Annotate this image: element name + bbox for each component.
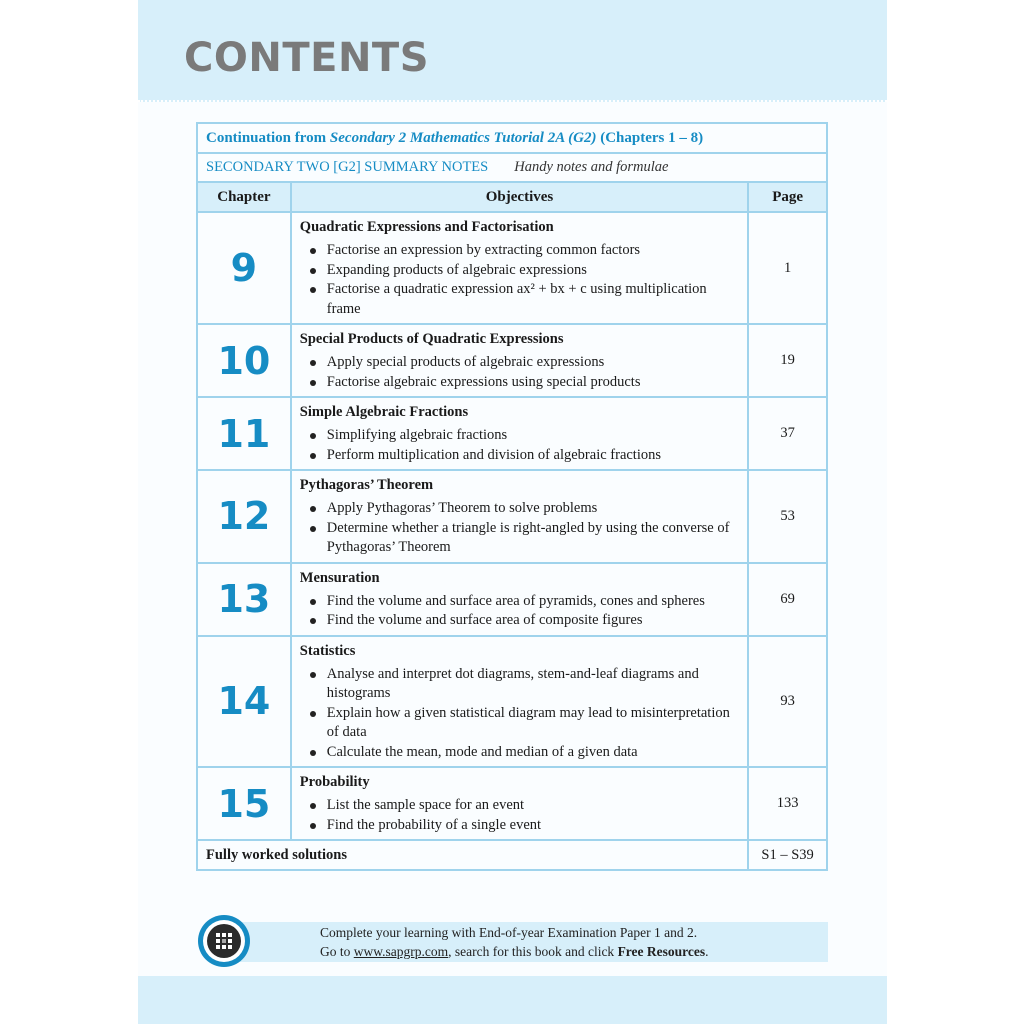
chapter-number: 13 (197, 563, 291, 636)
chapter-title: Pythagoras’ Theorem (299, 477, 434, 493)
solutions-row (197, 840, 827, 870)
contents-page (138, 0, 887, 1024)
objective-item: Perform multiplication and division of algebraic fractions (306, 446, 739, 466)
chapter-title: Simple Algebraic Fractions (299, 404, 469, 420)
objective-list (300, 796, 739, 835)
chapter-objectives (291, 563, 748, 636)
chapter-page: 37 (748, 397, 827, 470)
chapter-number: 14 (197, 636, 291, 768)
free-resources-label: Free Resources (617, 944, 706, 959)
chapter-number: 11 (197, 397, 291, 470)
objective-item: List the sample space for an event (306, 796, 739, 816)
chapter-row (197, 397, 827, 470)
objective-item: Find the probability of a single event (306, 816, 739, 836)
objective-list (300, 665, 739, 763)
objective-item: Calculate the mean, mode and median of a given data (306, 743, 739, 763)
objective-item: Explain how a given statistical diagram may lead to misinterpretation of data (306, 704, 739, 743)
objective-item: Simplifying algebraic fractions (306, 426, 739, 446)
chapter-objectives (291, 470, 748, 563)
objective-list (300, 353, 739, 392)
chapter-page: 69 (748, 563, 827, 636)
objective-list (300, 241, 739, 319)
chapter-number: 12 (197, 470, 291, 563)
column-header-objectives: Objectives (291, 182, 748, 212)
objective-item: Find the volume and surface area of composite figures (306, 611, 739, 631)
summary-notes-row (197, 153, 827, 182)
website-link[interactable]: www.sapgrp.com (353, 944, 449, 959)
chapter-row (197, 324, 827, 397)
footer-line-2: Go to www.sapgrp.com, search for this book and click Free Resources. (320, 944, 709, 959)
chapter-row (197, 767, 827, 840)
chapter-row (197, 563, 827, 636)
objective-list (300, 426, 739, 465)
column-header-page: Page (748, 182, 827, 212)
chapter-number: 15 (197, 767, 291, 840)
qr-code-icon (198, 915, 250, 967)
chapter-objectives (291, 212, 748, 324)
objective-item: Factorise a quadratic expression ax² + bx + c using multiplication frame (306, 280, 739, 319)
table-header-row (197, 182, 827, 212)
chapter-page: 133 (748, 767, 827, 840)
column-header-chapter: Chapter (197, 182, 291, 212)
objective-item: Find the volume and surface area of pyramids, cones and spheres (306, 592, 739, 612)
chapter-page: 93 (748, 636, 827, 768)
objective-item: Factorise algebraic expressions using special products (306, 373, 739, 393)
objective-item: Expanding products of algebraic expressions (306, 261, 739, 281)
solutions-page: S1 – S39 (748, 840, 827, 870)
objective-list (300, 499, 739, 558)
page-title: CONTENTS (184, 35, 430, 81)
footer-line-1: Complete your learning with End-of-year Examination Paper 1 and 2. (320, 925, 698, 940)
resources-footer (198, 913, 828, 963)
objective-item: Apply special products of algebraic expressions (306, 353, 739, 373)
continuation-note (197, 123, 827, 153)
objective-item: Determine whether a triangle is right-angled by using the converse of Pythagoras’ Theorem (306, 519, 739, 558)
footer-text (320, 923, 709, 961)
contents-table (196, 122, 828, 871)
chapter-objectives (291, 324, 748, 397)
chapter-title: Quadratic Expressions and Factorisation (299, 219, 554, 235)
chapter-number: 9 (197, 212, 291, 324)
chapter-objectives (291, 397, 748, 470)
chapter-title: Special Products of Quadratic Expressions (299, 331, 564, 347)
objective-list (300, 592, 739, 631)
chapter-title: Statistics (299, 642, 356, 659)
continuation-chapters: (Chapters 1 – 8) (596, 129, 704, 146)
continuation-book-title: Secondary 2 Mathematics Tutorial 2A (G2) (329, 129, 597, 146)
solutions-label: Fully worked solutions (197, 840, 748, 870)
chapter-objectives (291, 636, 748, 768)
continuation-prefix: Continuation from (206, 129, 330, 146)
chapter-row (197, 470, 827, 563)
chapter-page: 1 (748, 212, 827, 324)
objective-item: Analyse and interpret dot diagrams, stem-and-leaf diagrams and histograms (306, 665, 739, 704)
chapter-number: 10 (197, 324, 291, 397)
chapter-title: Probability (299, 774, 370, 790)
chapter-page: 53 (748, 470, 827, 563)
objective-item: Factorise an expression by extracting common factors (306, 241, 739, 261)
chapter-row (197, 636, 827, 768)
summary-notes-description: Handy notes and formulae (514, 159, 669, 175)
footer-band (138, 976, 887, 1024)
chapter-page: 19 (748, 324, 827, 397)
continuation-row (197, 123, 827, 153)
chapter-title: Mensuration (299, 569, 380, 586)
chapter-objectives (291, 767, 748, 840)
qr-pattern (207, 924, 241, 958)
objective-item: Apply Pythagoras’ Theorem to solve problems (306, 499, 739, 519)
summary-notes-label: SECONDARY TWO [G2] SUMMARY NOTES (206, 159, 489, 175)
chapter-row (197, 212, 827, 324)
